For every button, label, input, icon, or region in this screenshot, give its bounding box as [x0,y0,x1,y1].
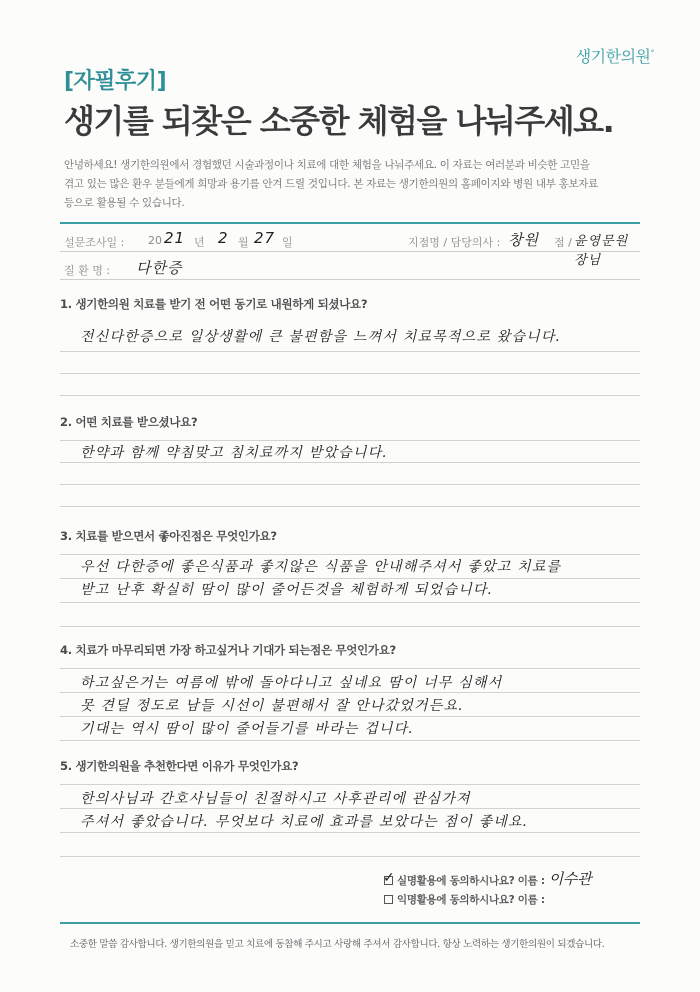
ruled-line [60,506,640,507]
real-name-label: 실명활용에 동의하시나요? 이름 : [397,875,545,887]
question-5 [60,758,640,830]
month-value: 2 [218,229,229,247]
ruled-line [60,373,640,374]
answer-text [80,556,640,602]
anonymous-label: 익명활용에 동의하시나요? 이름 : [397,894,545,906]
logo-mark: ° [650,48,654,58]
day-value: 27 [254,229,276,247]
answer-line: 받고 난후 확실히 땀이 많이 줄어든것을 체험하게 되었습니다. [80,582,494,598]
answer-text [80,326,640,349]
answer-line: 못 견딜 정도로 남들 시선이 불편해서 잘 안나갔었거든요. [80,698,464,714]
answer-line: 기대는 역시 땀이 많이 줄어들기를 바라는 겁니다. [80,721,415,737]
answer-text [80,788,640,834]
check-icon: ✓ [383,870,395,886]
year-prefix: 20 [148,234,162,247]
branch-value: 창원 [508,231,539,249]
date-label: 설문조사일 : [64,236,125,249]
branch-label: 지점명 / 담당의사 : [408,236,501,249]
ruled-line [60,351,640,352]
real-name-checkbox[interactable] [383,870,395,886]
disease-value: 다한증 [136,259,183,277]
answer-text [80,672,640,741]
anonymous-consent [384,892,545,907]
disease-label: 질 환 명 : [64,264,111,277]
top-divider [60,222,640,224]
question-title: 3. 치료를 받으면서 좋아진점은 무엇인가요? [60,529,277,543]
clinic-logo: 생기한의원° [575,47,654,66]
doctor-value: 윤영문원장님 [574,234,629,268]
ruled-line [60,440,640,441]
info-row-disease [60,254,640,280]
year-label: 년 [194,236,205,249]
answer-line: 전신다한증으로 일상생활에 큰 불편함을 느껴서 치료목적으로 왔습니다. [80,329,562,345]
signature: 이수관 [548,870,592,888]
question-2 [60,414,640,461]
answer-line: 한약과 함께 약침맞고 침치료까지 받았습니다. [80,445,389,461]
question-3 [60,528,640,598]
year-value: 21 [164,229,186,247]
form-title: 생기를 되찾은 소중한 체험을 나눠주세요. [64,102,614,140]
anonymous-checkbox[interactable] [384,895,393,904]
branch-suffix: 점 / [554,236,572,249]
footer-text: 소중한 말씀 감사합니다. 생기한의원을 믿고 치료에 동참해 주시고 사랑해 주셔서 감사합니다. 항상 노력하는 생기한의원이 되겠습니다. [70,939,605,950]
answer-line: 우선 다한증에 좋은식품과 좋지않은 식품을 안내해주셔서 좋았고 치료를 [80,559,562,575]
month-label: 월 [238,236,249,249]
ruled-line [60,395,640,396]
ruled-line [60,668,640,669]
ruled-line [60,554,640,555]
answer-line: 주셔서 좋았습니다. 무엇보다 치료에 효과를 보았다는 점이 좋네요. [80,814,529,830]
answer-line: 한의사님과 간호사님들이 친절하시고 사후관리에 관심가져 [80,791,471,807]
ruled-line [60,602,640,603]
intro-line: 안녕하세요! 생기한의원에서 경험했던 시술과정이나 치료에 대한 체험을 나눠주세요. 이 자료는 여러분과 비슷한 고민을 [64,159,590,171]
answer-text [80,442,640,465]
ruled-line [60,484,640,485]
intro-line: 등으로 활용될 수 있습니다. [64,197,185,209]
question-1 [60,296,640,345]
intro-text [64,156,654,213]
day-label: 일 [282,236,293,249]
real-name-consent [384,868,591,889]
question-title: 5. 생기한의원을 추천한다면 이유가 무엇인가요? [60,759,299,773]
ruled-line [60,784,640,785]
ruled-line [60,856,640,857]
question-title: 2. 어떤 치료를 받으셨나요? [60,415,198,429]
ruled-line [60,626,640,627]
question-title: 1. 생기한의원 치료를 받기 전 어떤 동기로 내원하게 되셨나요? [60,297,368,311]
intro-line: 겪고 있는 많은 환우 분들에게 희망과 용기를 안겨 드릴 것입니다. 본 자료는 생기한의원의 홈페이지와 병원 내부 홍보자료 [64,178,598,190]
form-subtitle: [자필후기] [64,69,167,94]
question-title: 4. 치료가 마무리되면 가장 하고싶거나 기대가 되는점은 무엇인가요? [60,643,396,657]
answer-line: 하고싶은거는 여름에 밖에 돌아다니고 싶네요 땀이 너무 심해서 [80,675,503,691]
question-4 [60,642,640,737]
bottom-divider [60,922,640,924]
